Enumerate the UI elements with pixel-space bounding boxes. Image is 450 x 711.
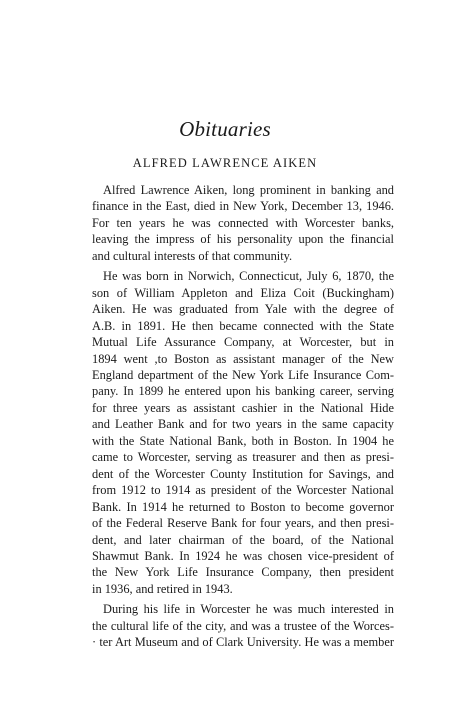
section-title: Obituaries [179,117,271,141]
obituary-body [92,182,394,655]
text-line: 1894 went ,to Boston as assistant manager of the New [92,351,394,366]
text-line: Aiken. He was graduated from Yale with the degree of [92,302,394,317]
text-line: Shawmut Bank. In 1924 he was chosen vice-president of [92,548,394,563]
text-line: and Leather Bank and for two years in the same capacity [92,417,394,432]
text-line: for three years as assistant cashier in the National Hide [92,400,394,415]
text-line: pany. In 1899 he entered upon his banking career, serving [92,384,394,399]
text-line: came to Worcester, serving as treasurer and then as presi- [92,450,394,465]
text-line: He was born in Norwich, Connecticut, July 6, 1870, the [103,269,394,284]
text-line: Alfred Lawrence Aiken, long prominent in banking and [103,183,394,197]
text-line: England department of the New York Life Insurance Com- [92,367,394,382]
text-line: the New York Life Insurance Company, then president [92,565,394,580]
text-line: the cultural life of the city, and was a trustee of the Worces- [92,618,394,633]
text-line: son of William Appleton and Eliza Coit (Buckingham) [92,285,394,300]
paragraph [92,268,394,597]
text-line: · ter Art Museum and of Clark University. He was a member [92,635,394,650]
text-line: in 1936, and retired in 1943. [92,581,233,596]
paragraph [92,182,394,264]
text-line: and cultural interests of that community. [92,248,293,263]
text-line: During his life in Worcester he was much interested in [103,602,394,617]
text-line: Mutual Life Assurance Company, at Worcester, but in [92,335,394,350]
text-line: from 1912 to 1914 as president of the Worcester National [92,483,394,498]
text-line: of the Federal Reserve Bank for four years, and then presi- [92,516,394,531]
text-line: with the State National Bank, both in Boston. In 1904 he [92,433,394,448]
text-line: dent, and later chairman of the board, of the National [92,532,394,547]
text-line: leaving the impress of his personality upon the financial [92,232,394,247]
text-line: finance in the East, died in New York, December 13, 1946. [92,199,394,214]
text-line: dent of the Worcester County Institution for Savings, and [92,466,394,481]
text-line: A.B. in 1891. He then became connected with the State [92,318,394,333]
text-line: For ten years he was connected with Worcester banks, [92,215,394,230]
text-line: Bank. In 1914 he returned to Boston to become governor [92,499,394,514]
paragraph [92,601,394,650]
obituary-subject-name: ALFRED LAWRENCE AIKEN [132,156,318,170]
